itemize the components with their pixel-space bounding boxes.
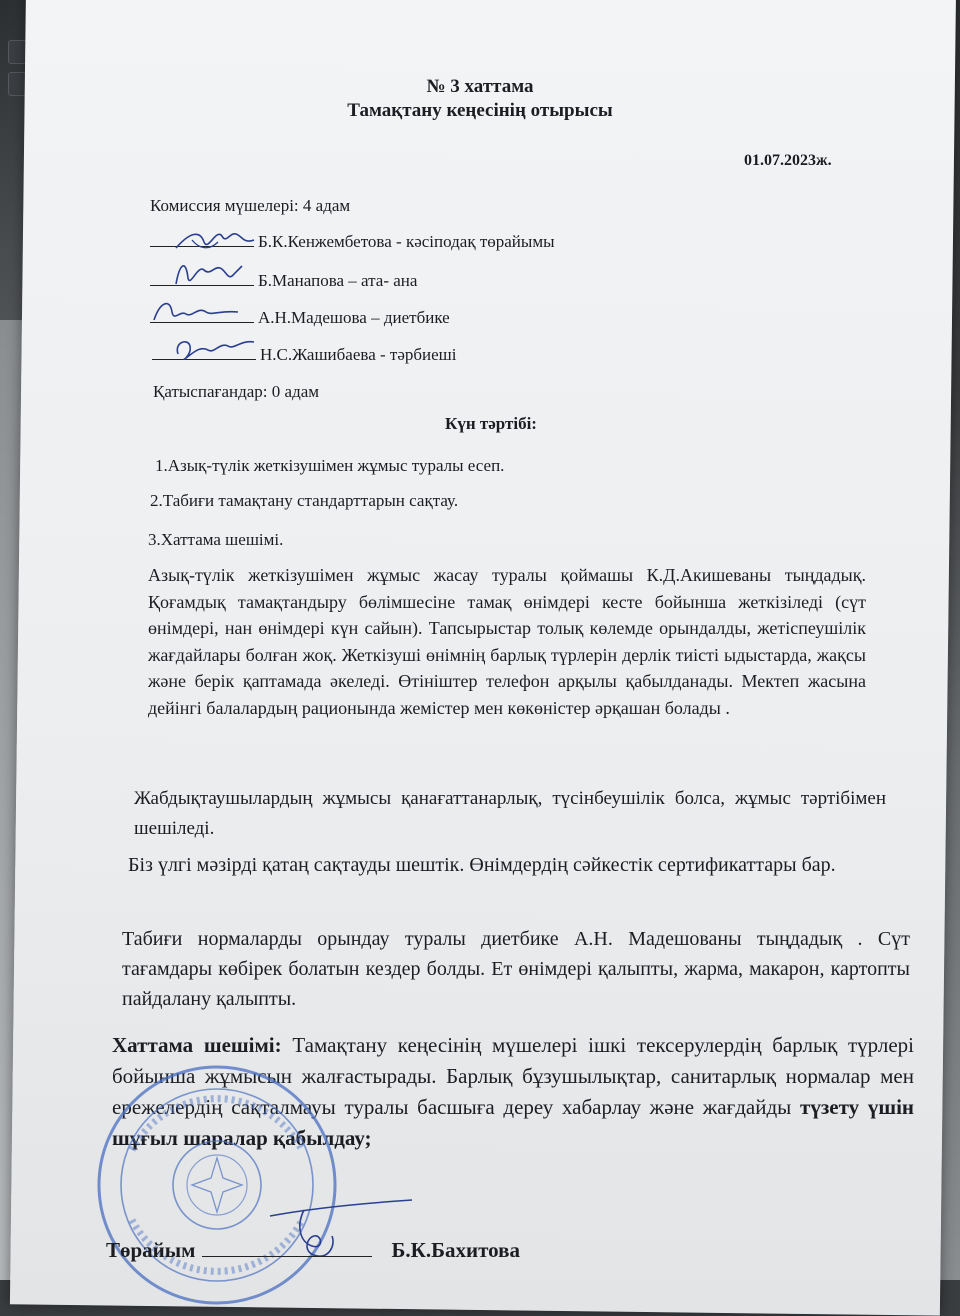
decision-text-emphasis: түзету үшін шұғыл шаралар қабылдау; [112,1095,914,1150]
agenda-item: 2.Табиғи тамақтану стандарттарын сақтау. [150,491,459,510]
agenda-heading: Күн тәртібі: [445,414,537,433]
signature-line [202,1234,372,1257]
agenda-item: 3.Хаттама шешімі. [148,530,284,549]
decision-label: Хаттама шешімі: [112,1033,282,1057]
paragraph-nutrition-norms: Табиғи нормаларды орындау туралы диетбике А.Н. Мадешованы тыңдадық . Сүт тағамдары көбірек болатын кездер болды. Ет өнімдері қалыпты, жарма, макарон, картопты пайдалану қалыпты. [122,928,910,1010]
member-name: Б.Манапова – ата- ана [258,271,418,290]
signature-3-icon [150,292,245,328]
member-name: А.Н.Мадешова – диетбике [258,308,450,327]
decision-text: Тамақтану кеңесінің мүшелері ішкі тексерулердің барлық түрлері бойынша жұмысын жалғастырады. Барлық бұзушылықтар, санитарлық нормалар мен ережелердің сақталмауы туралы басшыға дереу хабарлау және жағдайды [112,1033,914,1119]
paragraph-supplier-evaluation: Жабдықтаушылардың жұмысы қанағаттанарлық, түсінбеушілік болса, жұмыс тәртібімен шешіледі. [134,788,886,839]
paragraph-menu-decision: Біз үлгі мәзірді қатаң сақтауды шештік. Өнімдердің сәйкестік сертификаттары бар. [128,854,836,876]
paragraph-supplier-report: Азық-түлік жеткізушімен жұмыс жасау туралы қоймашы К.Д.Акишеваны тыңдадық. Қоғамдық тамақтандыру бөлімшесіне тамақ өнімдері кесте бойынша жеткізіледі (сүт өнімдері, нан өнімдері күн сайын). Тапсырыстар толық көлемде орындалды, жетіспеушілік жағдайлары болған жоқ. Жеткізуші өнімнің барлық түрлерін дерлік тиісті ыдыстарда, жақсы және берік қаптамада әкеледі. Өтініштер телефон арқылы қабылданады. Мектеп жасына дейінгі балалардың рационында жемістер мен көкөністер әрқашан болады . [148,565,866,718]
signature-1-icon [170,222,260,258]
agenda-item: 1.Азық-түлік жеткізушімен жұмыс туралы есеп. [155,456,505,475]
chair-label: Төрайым [106,1238,196,1262]
document-title: № 3 хаттама [426,76,534,97]
members-heading: Комиссия мүшелері: 4 адам [150,196,351,215]
chair-line [106,1234,520,1263]
member-name: Н.С.Жашибаева - тәрбиеші [260,345,457,364]
signature-4-icon [168,332,258,366]
document-subtitle: Тамақтану кеңесінің отырысы [347,100,613,121]
chair-name: Б.К.Бахитова [391,1238,520,1262]
signature-2-icon [168,254,248,294]
round-stamp-icon [92,1060,342,1310]
absent-count: Қатыспағандар: 0 адам [153,382,320,401]
member-name: Б.К.Кенжембетова - кәсіподақ төрайымы [258,232,555,251]
document-date: 01.07.2023ж. [744,152,832,169]
